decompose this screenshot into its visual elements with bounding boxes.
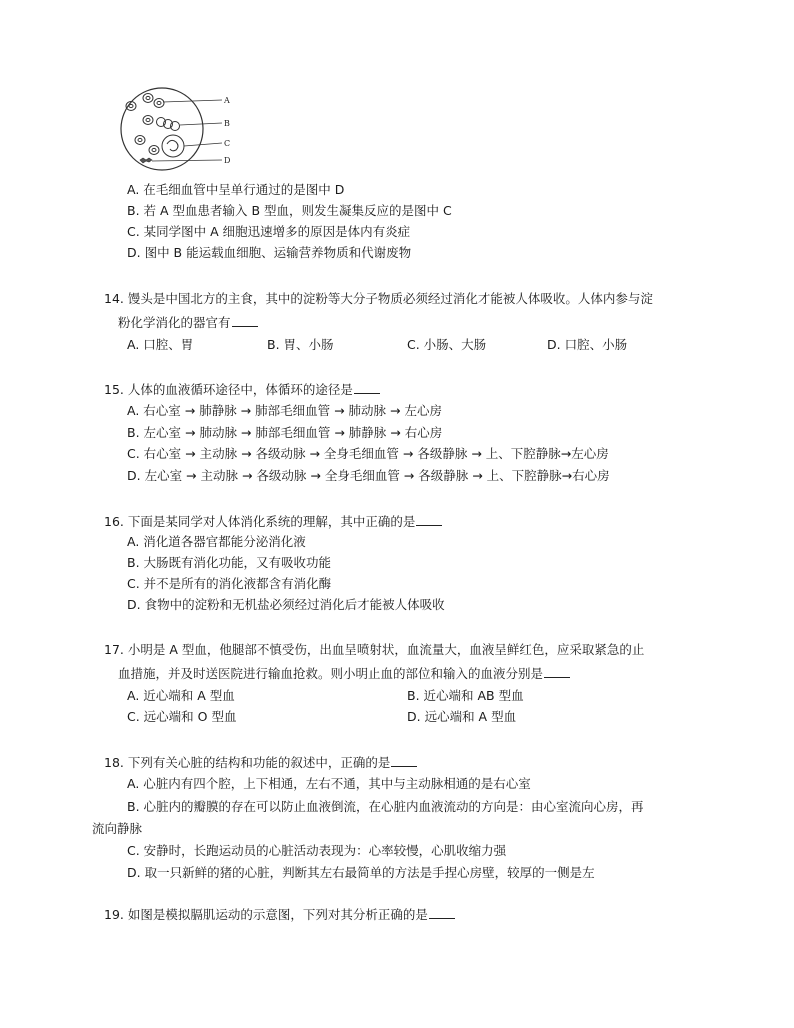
q16-answer-blank: [416, 513, 442, 526]
blood-smear-figure: [118, 84, 238, 174]
q16-stem: 16. 下面是某同学对人体消化系统的理解，其中正确的是: [104, 513, 442, 530]
q15-option-a: A. 右心室 → 肺静脉 → 肺部毛细血管 → 肺动脉 → 左心房: [127, 403, 442, 418]
q16-option-b: B. 大肠既有消化功能，又有吸收功能: [127, 555, 332, 570]
q15-option-b: B. 左心室 → 肺动脉 → 肺部毛细血管 → 肺静脉 → 右心房: [127, 425, 443, 440]
q19-stem: 19. 如图是模拟膈肌运动的示意图，下列对其分析正确的是: [104, 906, 455, 923]
q16-option-c: C. 并不是所有的消化液都含有消化酶: [127, 576, 332, 591]
q18-option-b-line1: B. 心脏内的瓣膜的存在可以防止血液倒流，在心脏内血液流动的方向是：由心室流向心房，再: [127, 799, 644, 814]
q13-option-a: A. 在毛细血管中呈单行通过的是图中 D: [127, 182, 345, 197]
red-blood-cells: [126, 94, 180, 155]
q15-option-d: D. 左心室 → 主动脉 → 各级动脉 → 全身毛细血管 → 各级静脉 → 上、下腔静脉→右心房: [127, 468, 610, 483]
q13-option-b: B. 若 A 型血患者输入 B 型血，则发生凝集反应的是图中 C: [127, 203, 452, 218]
q17-stem-line1: 17. 小明是 A 型血，他腿部不慎受伤，出血呈喷射状，血流量大，血液呈鲜红色，应采取紧急的止: [104, 642, 645, 657]
q17-stem-line2: 血措施，并及时送医院进行输血抢救。则小明止血的部位和输入的血液分别是: [118, 665, 570, 682]
q17-answer-blank: [544, 665, 570, 678]
q18-stem: 18. 下列有关心脏的结构和功能的叙述中，正确的是: [104, 754, 417, 771]
q15-stem: 15. 人体的血液循环途径中，体循环的途径是: [104, 381, 380, 398]
q14-stem-line1: 14. 馒头是中国北方的主食，其中的淀粉等大分子物质必须经过消化才能被人体吸收。人体内参与淀: [104, 291, 653, 306]
q18-answer-blank: [391, 754, 417, 767]
q18-option-c: C. 安静时，长跑运动员的心脏活动表现为：心率较慢，心肌收缩力强: [127, 843, 507, 858]
q14-option-d: D. 口腔、小肠: [547, 337, 628, 352]
q17-option-b: B. 近心端和 AB 型血: [407, 688, 524, 703]
figure-label-b: B: [224, 119, 230, 128]
q18-option-a: A. 心脏内有四个腔，上下相通，左右不通，其中与主动脉相通的是右心室: [127, 776, 531, 791]
q18-option-b-line2: 流向静脉: [92, 821, 143, 836]
q14-option-c: C. 小肠、大肠: [407, 337, 487, 352]
q14-option-b: B. 胃、小肠: [267, 337, 334, 352]
q17-option-d: D. 远心端和 A 型血: [407, 709, 517, 724]
figure-label-c: C: [224, 139, 231, 148]
q17-option-c: C. 远心端和 O 型血: [127, 709, 237, 724]
q13-option-d: D. 图中 B 能运载血细胞、运输营养物质和代谢废物: [127, 245, 412, 260]
figure-label-d: D: [224, 156, 231, 165]
platelets: [140, 158, 152, 163]
q14-option-a: A. 口腔、胃: [127, 337, 194, 352]
microscope-field: [121, 88, 203, 170]
q18-option-d: D. 取一只新鲜的猪的心脏，判断其左右最简单的方法是手捏心房壁，较厚的一侧是左: [127, 865, 595, 880]
q15-answer-blank: [354, 381, 380, 394]
q17-option-a: A. 近心端和 A 型血: [127, 688, 235, 703]
q13-option-c: C. 某同学图中 A 细胞迅速增多的原因是体内有炎症: [127, 224, 411, 239]
q16-option-a: A. 消化道各器官都能分泌消化液: [127, 534, 306, 549]
figure-label-a: A: [224, 96, 230, 105]
q16-option-d: D. 食物中的淀粉和无机盐必须经过消化后才能被人体吸收: [127, 597, 445, 612]
label-leader-lines: [152, 100, 222, 161]
q19-answer-blank: [429, 906, 455, 919]
q14-answer-blank: [232, 314, 258, 327]
white-blood-cell: [162, 135, 184, 157]
q15-option-c: C. 右心室 → 主动脉 → 各级动脉 → 全身毛细血管 → 各级静脉 → 上、下腔静脉→左心房: [127, 446, 609, 461]
q14-stem-line2: 粉化学消化的器官有: [118, 314, 258, 331]
